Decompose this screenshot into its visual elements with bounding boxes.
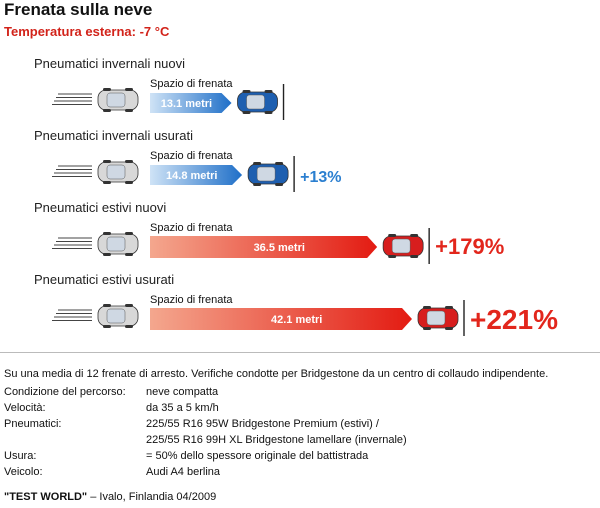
category-label: Pneumatici estivi usurati <box>34 272 175 287</box>
spec-row <box>4 432 407 448</box>
stop-car-icon-wheel <box>253 183 261 186</box>
category-label: Pneumatici estivi nuovi <box>34 200 167 215</box>
stop-car-icon <box>238 90 278 114</box>
start-car-icon <box>98 304 138 328</box>
start-car-icon-wheel <box>125 160 133 163</box>
bar-caption: Spazio di frenata <box>150 222 233 234</box>
stop-car-icon-wheel <box>265 90 273 93</box>
bar-caption: Spazio di frenata <box>150 78 233 90</box>
spec-row <box>4 400 407 416</box>
bar-value-label: 42.1 metri <box>271 314 323 326</box>
spec-key: Veicolo: <box>4 466 43 478</box>
footer-test-world: "TEST WORLD" <box>4 491 88 503</box>
increase-label: +221% <box>470 304 558 335</box>
start-car-icon-roof <box>107 93 125 107</box>
start-car-icon-roof <box>107 237 125 251</box>
chart-row <box>34 128 341 192</box>
stop-car-icon <box>418 306 458 330</box>
stop-car-icon-wheel <box>275 183 283 186</box>
spec-key <box>4 432 146 448</box>
stop-car-icon <box>248 162 288 186</box>
start-car-icon-wheel <box>103 304 111 307</box>
start-car-icon-wheel <box>125 181 133 184</box>
stop-car-icon-wheel <box>410 234 418 237</box>
chart-row <box>34 56 284 120</box>
stop-car-icon-wheel <box>445 306 453 309</box>
stop-car-icon-wheel <box>388 234 396 237</box>
spec-key: Pneumatici: <box>4 418 62 430</box>
chart-row <box>34 272 558 336</box>
bar-value-label: 36.5 metri <box>253 242 305 254</box>
test-specs <box>4 384 407 480</box>
start-car-icon-wheel <box>103 160 111 163</box>
increase-label: +13% <box>300 169 342 186</box>
start-car-icon-wheel <box>125 325 133 328</box>
spec-key: Condizione del percorso: <box>4 386 126 398</box>
footer <box>4 491 216 503</box>
category-label: Pneumatici invernali nuovi <box>34 56 186 71</box>
stop-car-icon-wheel <box>243 90 251 93</box>
start-car-icon-roof <box>107 165 125 179</box>
page-subtitle: Temperatura esterna: -7 °C <box>4 24 170 39</box>
stop-car-icon-wheel <box>388 255 396 258</box>
stop-car-icon-wheel <box>410 255 418 258</box>
start-car-icon-wheel <box>103 109 111 112</box>
spec-row <box>4 448 407 464</box>
spec-value: da 35 a 5 km/h <box>146 402 219 414</box>
stop-car-icon-wheel <box>275 162 283 165</box>
start-car-icon <box>98 160 138 184</box>
start-car-icon-wheel <box>103 88 111 91</box>
start-car-icon-wheel <box>103 232 111 235</box>
increase-label: +179% <box>435 234 505 259</box>
stop-car-icon-roof <box>257 167 275 181</box>
start-car-icon-wheel <box>125 88 133 91</box>
start-car-icon-wheel <box>125 232 133 235</box>
spec-row <box>4 464 407 480</box>
start-car-icon-wheel <box>103 253 111 256</box>
start-car-icon-wheel <box>125 253 133 256</box>
spec-key: Velocità: <box>4 402 46 414</box>
category-label: Pneumatici invernali usurati <box>34 128 193 143</box>
bar-caption: Spazio di frenata <box>150 294 233 306</box>
stop-car-icon <box>383 234 423 258</box>
start-car-icon-wheel <box>103 325 111 328</box>
spec-value: Audi A4 berlina <box>146 466 220 478</box>
start-car-icon <box>98 88 138 112</box>
stop-car-icon-wheel <box>253 162 261 165</box>
spec-row <box>4 416 407 432</box>
bar-caption: Spazio di frenata <box>150 150 233 162</box>
stop-car-icon-wheel <box>445 327 453 330</box>
chart-row <box>34 200 504 264</box>
spec-value: 225/55 R16 99H XL Bridgestone lamellare (invernale) <box>146 434 407 446</box>
start-car-icon-wheel <box>125 304 133 307</box>
stop-car-icon-wheel <box>265 111 273 114</box>
footer-location: – Ivalo, Finlandia 04/2009 <box>87 491 217 503</box>
start-car-icon-wheel <box>125 109 133 112</box>
divider <box>0 352 600 353</box>
spec-value: neve compatta <box>146 386 219 398</box>
braking-distance-chart <box>0 50 600 350</box>
bar-value-label: 13.1 metri <box>160 98 213 110</box>
spec-value: 225/55 R16 95W Bridgestone Premium (estivi) / <box>146 418 379 430</box>
test-note: Su una media di 12 frenate di arresto. Verifiche condotte per Bridgestone da un centro di collaudo indipendente. <box>4 368 549 380</box>
stop-car-icon-wheel <box>423 306 431 309</box>
spec-row <box>4 384 407 400</box>
stop-car-icon-roof <box>392 239 410 253</box>
spec-key: Usura: <box>4 450 37 462</box>
bar-value-label: 14.8 metri <box>166 170 218 182</box>
page-title: Frenata sulla neve <box>4 0 153 19</box>
start-car-icon <box>98 232 138 256</box>
start-car-icon-wheel <box>103 181 111 184</box>
start-car-icon-roof <box>107 309 125 323</box>
spec-value: = 50% dello spessore originale del battistrada <box>146 450 369 462</box>
stop-car-icon-wheel <box>423 327 431 330</box>
stop-car-icon-roof <box>427 311 445 325</box>
stop-car-icon-roof <box>247 95 265 109</box>
stop-car-icon-wheel <box>243 111 251 114</box>
